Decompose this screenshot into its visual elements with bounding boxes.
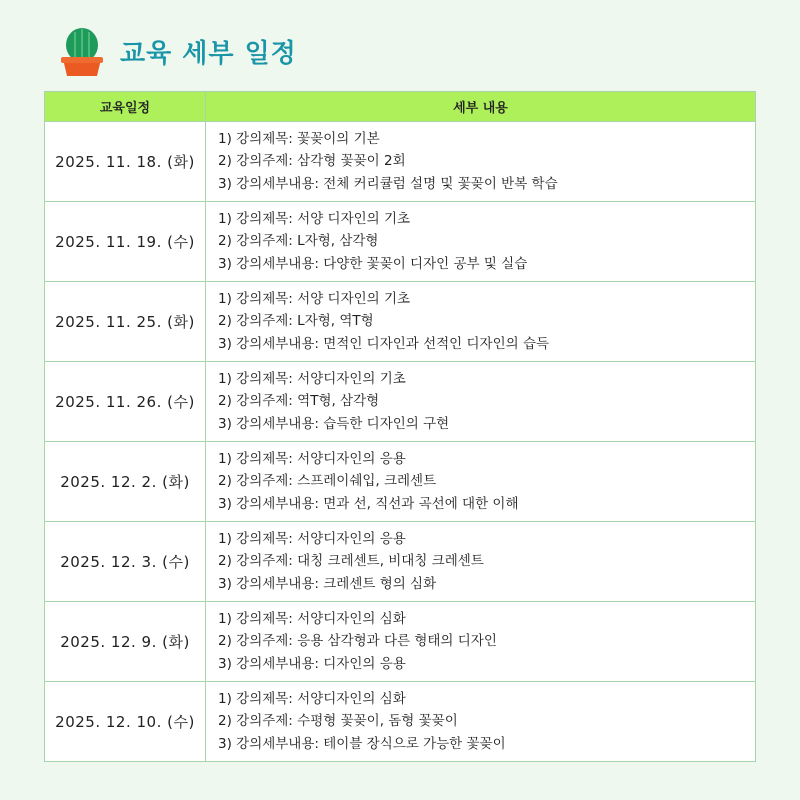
schedule-details [206,122,756,202]
schedule-details [206,282,756,362]
detail-line: 3) 강의세부내용: 전체 커리큘럼 설명 및 꽃꽂이 반복 학습 [218,175,558,192]
detail-line: 2) 강의주제: L자형, 삼각형 [218,233,379,250]
schedule-date: 2025. 11. 19. (수) [45,202,206,282]
detail-line: 3) 강의세부내용: 디자인의 응용 [218,655,406,672]
schedule-details [206,362,756,442]
detail-line: 1) 강의제목: 서양디자인의 기초 [218,370,406,387]
table-header-row [45,92,756,122]
table-row [45,202,756,282]
detail-line: 2) 강의주제: L자형, 역T형 [218,313,374,330]
detail-line: 3) 강의세부내용: 습득한 디자인의 구현 [218,415,450,432]
column-header-date: 교육일정 [45,92,206,122]
schedule-details [206,202,756,282]
schedule-date: 2025. 12. 2. (화) [45,442,206,522]
detail-line: 1) 강의제목: 서양디자인의 응용 [218,530,406,547]
detail-line: 1) 강의제목: 꽃꽂이의 기본 [218,130,380,147]
schedule-date: 2025. 11. 25. (화) [45,282,206,362]
schedule-details [206,522,756,602]
table-row [45,282,756,362]
page-header [60,25,297,77]
detail-line: 3) 강의세부내용: 크레센트 형의 심화 [218,575,437,592]
schedule-date: 2025. 12. 10. (수) [45,682,206,762]
table-row [45,442,756,522]
detail-line: 2) 강의주제: 응용 삼각형과 다른 형태의 디자인 [218,633,497,650]
table-row [45,362,756,442]
schedule-date: 2025. 11. 18. (화) [45,122,206,202]
detail-line: 2) 강의주제: 역T형, 삼각형 [218,393,380,410]
detail-line: 3) 강의세부내용: 면과 선, 직선과 곡선에 대한 이해 [218,495,519,512]
detail-line: 1) 강의제목: 서양디자인의 응용 [218,450,406,467]
detail-line: 2) 강의주제: 수평형 꽃꽂이, 돔형 꽃꽂이 [218,713,458,730]
detail-line: 3) 강의세부내용: 다양한 꽃꽂이 디자인 공부 및 실습 [218,255,528,272]
schedule-table [44,91,756,762]
detail-line: 3) 강의세부내용: 테이블 장식으로 가능한 꽃꽂이 [218,735,506,752]
table-row [45,522,756,602]
schedule-details [206,682,756,762]
detail-line: 3) 강의세부내용: 면적인 디자인과 선적인 디자인의 습득 [218,335,550,352]
table-row [45,602,756,682]
schedule-date: 2025. 11. 26. (수) [45,362,206,442]
schedule-date: 2025. 12. 9. (화) [45,602,206,682]
schedule-details [206,442,756,522]
detail-line: 2) 강의주제: 삼각형 꽃꽂이 2회 [218,153,406,170]
table-row [45,682,756,762]
detail-line: 1) 강의제목: 서양 디자인의 기초 [218,210,411,227]
schedule-details [206,602,756,682]
schedule-date: 2025. 12. 3. (수) [45,522,206,602]
detail-line: 1) 강의제목: 서양디자인의 심화 [218,610,406,627]
detail-line: 1) 강의제목: 서양 디자인의 기초 [218,290,411,307]
detail-line: 2) 강의주제: 스프레이쉐입, 크레센트 [218,473,437,490]
detail-line: 1) 강의제목: 서양디자인의 심화 [218,690,406,707]
cactus-icon [60,25,104,77]
table-row [45,122,756,202]
detail-line: 2) 강의주제: 대칭 크레센트, 비대칭 크레센트 [218,553,484,570]
column-header-details: 세부 내용 [206,92,756,122]
page-title: 교육 세부 일정 [120,38,297,69]
